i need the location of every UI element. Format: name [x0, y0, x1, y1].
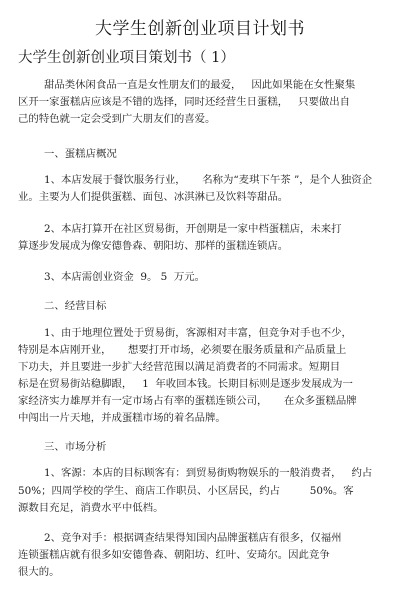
paragraph-line: 连锁蛋糕店就有很多如安德鲁森、朝阳坊、红叶、安琦尔。因此竞争: [18, 549, 330, 561]
paragraph-line: 2、本店打算开在社区贸易街，开创期是一家中档蛋糕店，未来打: [44, 223, 342, 235]
paragraph-line: 家经济实力雄厚并有一定市场占有率的蛋糕连锁公司， 在众多蛋糕品牌: [18, 395, 357, 407]
section-heading: 一、蛋糕店概况: [44, 148, 117, 160]
paragraph-line: 50%；四周学校的学生、商店工作职员、小区居民，约占 50%。客: [18, 485, 354, 497]
intro-line: 区开一家蛋糕店应该是不错的选择，同时还经营生日蛋糕， 只要做出自: [18, 96, 351, 108]
document-title: 大学生创新创业项目计划书: [95, 19, 305, 39]
paragraph-line: 很大的。: [18, 566, 60, 578]
paragraph-line: 标是在贸易街站稳脚跟， 1 年收回本钱。长期目标则是逐步发展成为一: [18, 378, 353, 390]
paragraph-line: 1、客源：本店的目标顾客有：到贸易街购物娱乐的一般消费者， 约占: [44, 467, 373, 479]
intro-line: 甜品类休闲食品一直是女性朋友们的最爱， 因此如果能在女性聚集: [44, 79, 356, 91]
paragraph-line: 算逐步发展成为像安德鲁森、朝阳坊、那样的蛋糕连锁店。: [18, 240, 289, 252]
document-subtitle: 大学生创新创业项目策划书（ 1）: [18, 50, 235, 66]
paragraph-line: 2、竞争对手：根据调查结果得知国内品牌蛋糕店有很多，仅福州: [44, 532, 342, 544]
paragraph-line: 下功夫，并且要进一步扩大经营范围以满足消费者的不同需求。短期目: [18, 361, 341, 373]
paragraph-line: 中闯出一片天地，并成蛋糕市场的着名品牌。: [18, 412, 226, 424]
paragraph-line: 源数目充足，消费水平中低档。: [18, 502, 164, 514]
intro-line: 己的特色就一定会受到广大朋友们的喜爱。: [18, 113, 216, 125]
section-heading: 二、经营目标: [44, 300, 107, 312]
paragraph-line: 1、由于地理位置处于贸易街，客源相对丰富，但竞争对手也不少，: [44, 327, 352, 339]
paragraph-line: 3、本店需创业资金 9。 5 万元。: [44, 271, 206, 283]
paragraph-line: 1、本店发展于餐饮服务行业， 名称为“麦琪下午茶 ”，是个人独资企: [44, 174, 372, 186]
paragraph-line: 特别是本店刚开业， 想要打开市场，必须要在服务质量和产品质量上: [18, 344, 347, 356]
paragraph-line: 业。主要为人们提供蛋糕、面包、冰淇淋已及饮料等甜品。: [18, 191, 289, 203]
section-heading: 三、市场分析: [44, 441, 107, 453]
